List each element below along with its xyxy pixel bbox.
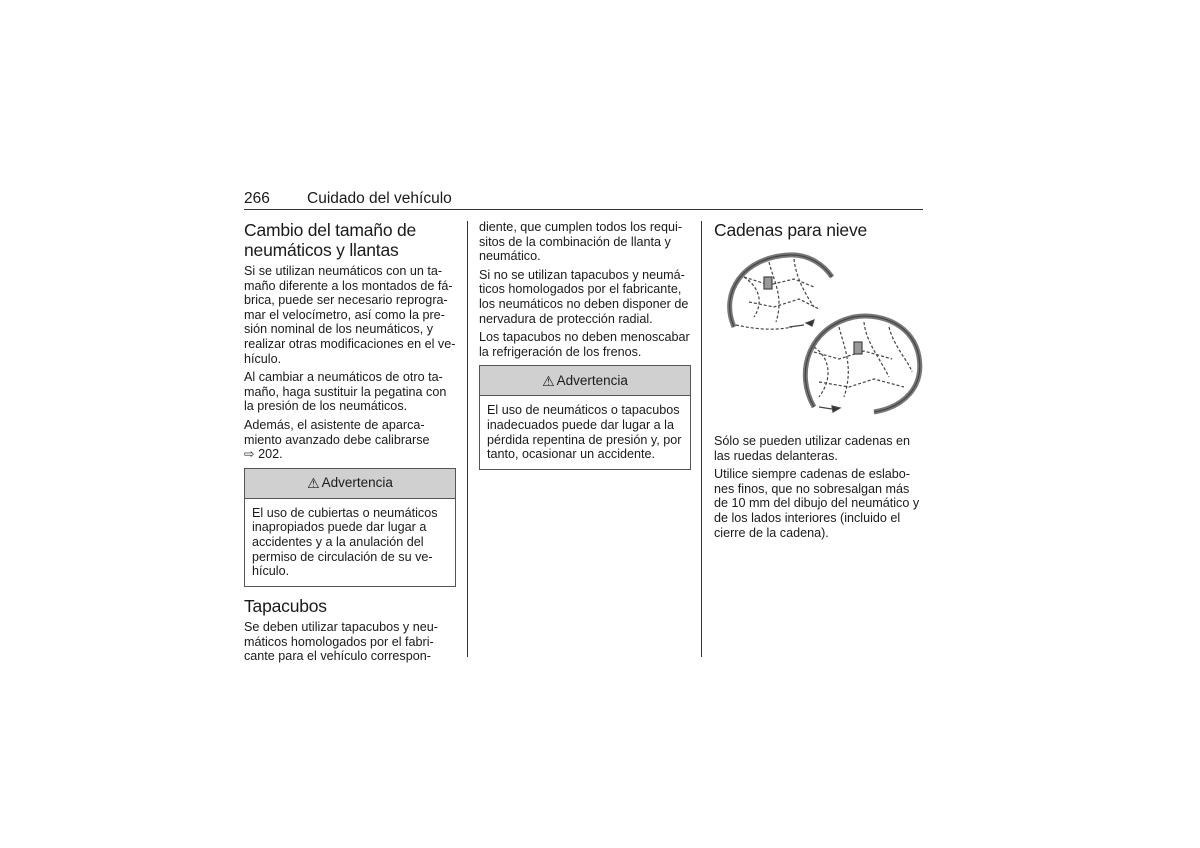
heading-hubcaps: Tapacubos: [244, 595, 327, 616]
paragraph: Si no se utilizan tapacubos y neumá- ticos homologados por el fabricante, los neumáticos no deben disponer de nervadura de protección radial.: [479, 267, 689, 326]
warning-body: El uso de neumáticos o tapacubos inadecuados puede dar lugar a la pérdida repentina de presión y, por tanto, ocasionar un accidente.: [487, 403, 682, 462]
section-title: Cuidado del vehículo: [307, 190, 452, 207]
column-divider: [467, 221, 468, 657]
paragraph: Al cambiar a neumáticos de otro ta- maño, haga sustituir la pegatina con la presión de los neumáticos.: [244, 370, 447, 414]
page-header: [244, 190, 923, 210]
page-reference: 202.: [258, 447, 283, 462]
page-number: 266: [244, 190, 270, 207]
warning-header: [480, 366, 690, 396]
paragraph: Si se utilizan neumáticos con un ta- maño diferente a los montados de fá- brica, puede ser necesario reprogra- mar el velocímetro, así como la pre- sión nominal de los neumáticos, y realizar otras modificaciones en el ve- hículo.: [244, 264, 456, 366]
warning-triangle-icon: ⚠: [542, 372, 555, 389]
heading-tyre-size: Cambio del tamaño de neumáticos y llantas: [244, 220, 417, 260]
column-left: [244, 221, 456, 668]
heading-snow-chains: Cadenas para nieve: [714, 220, 868, 240]
warning-triangle-icon: ⚠: [307, 474, 320, 491]
warning-body: El uso de cubiertas o neumáticos inapropiados puede dar lugar a accidentes y a la anulación del permiso de circulación de su ve- hículo.: [252, 505, 438, 579]
paragraph: Sólo se pueden utilizar cadenas en las ruedas delanteras.: [714, 434, 911, 463]
paragraph: Utilice siempre cadenas de eslabo- nes finos, que no sobresalgan más de 10 mm del dibujo del neumático y de los lados interiores (incluido el cierre de la cadena).: [714, 467, 920, 540]
page-reference-icon: ⇨: [244, 447, 255, 462]
warning-header: [245, 469, 455, 499]
warning-box: [244, 468, 456, 587]
warning-title: Advertencia: [556, 372, 628, 388]
column-middle: [479, 220, 691, 480]
column-divider: [701, 221, 702, 657]
column-right: [714, 221, 926, 544]
paragraph-text: Además, el asistente de aparca- miento avanzado debe calibrarse: [244, 417, 430, 447]
snow-chains-illustration: [714, 247, 926, 417]
paragraph: Los tapacubos no deben menoscabar la refrigeración de los frenos.: [479, 330, 690, 359]
paragraph: Se deben utilizar tapacubos y neu- máticos homologados por el fabri- cante para el vehículo correspon-: [244, 620, 438, 664]
paragraph: diente, que cumplen todos los requi- sitos de la combinación de llanta y neumático.: [479, 220, 683, 264]
paragraph: [244, 418, 456, 462]
warning-title: Advertencia: [321, 474, 393, 490]
warning-box: [479, 365, 691, 469]
